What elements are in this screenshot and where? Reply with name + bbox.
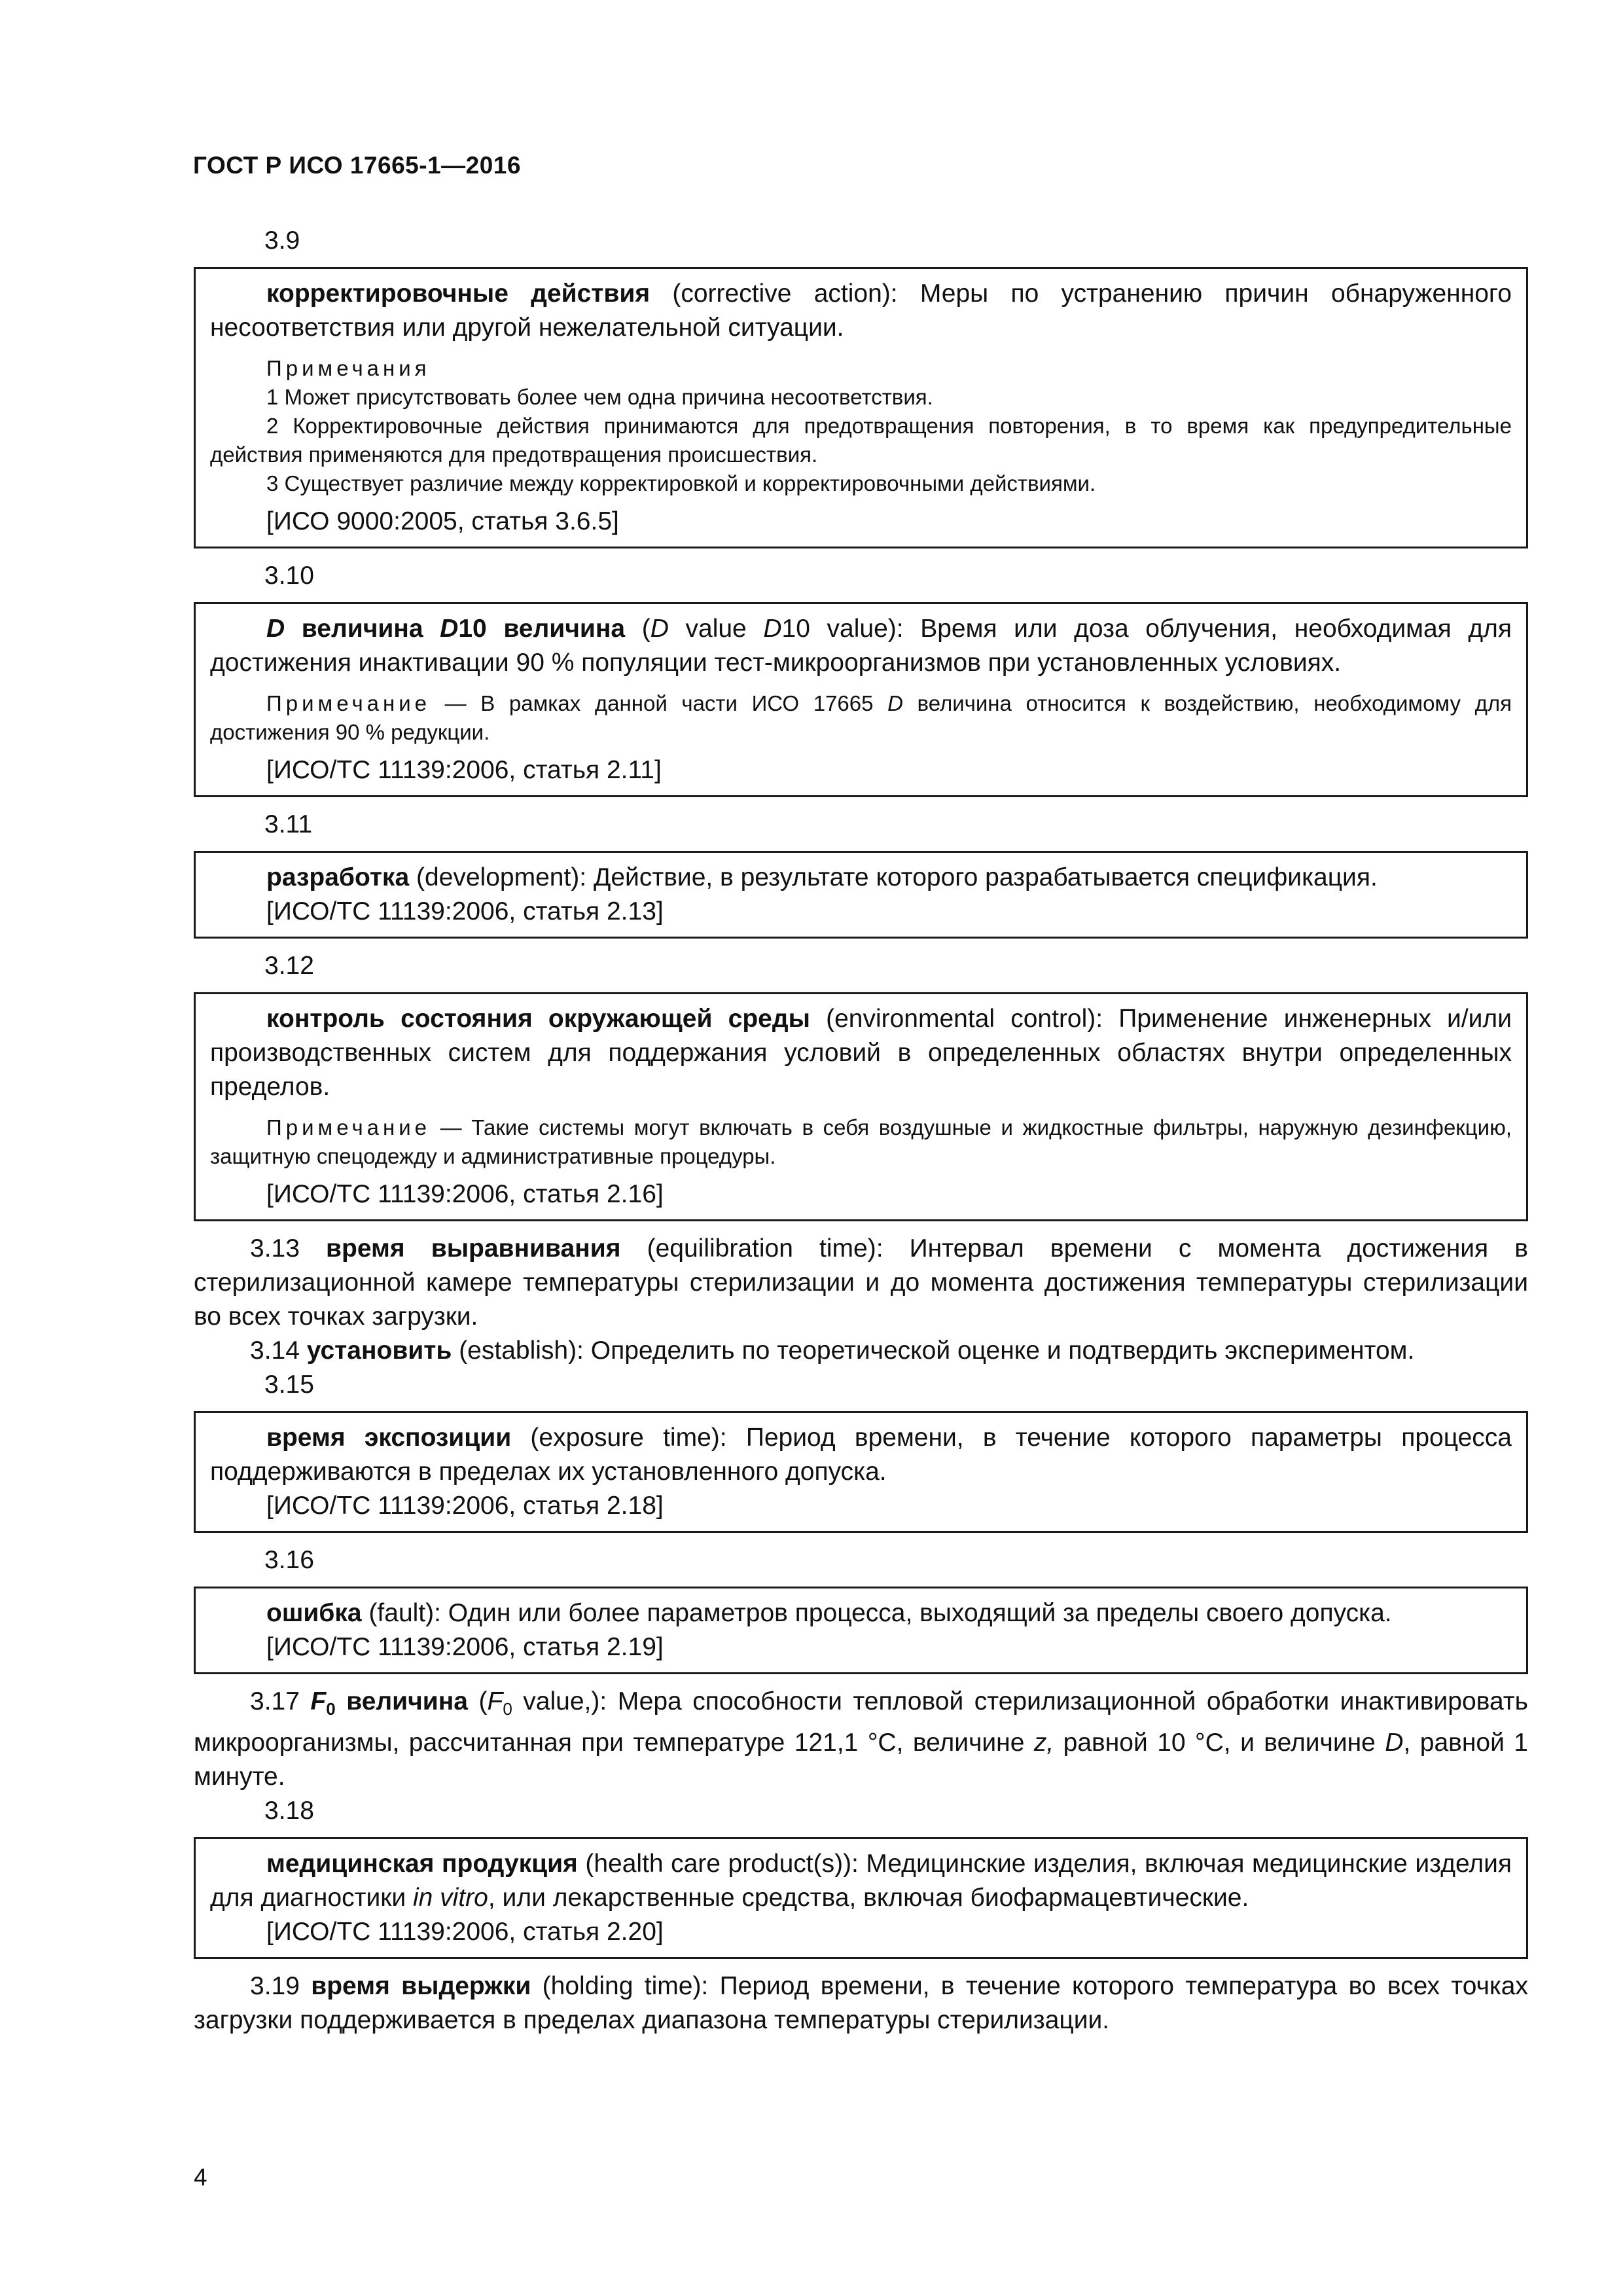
term: время выдержки bbox=[311, 1972, 531, 2000]
definition-body: (exposure time): Период времени, в течение которого параметры процесса поддерживаются в пределах их установленного допуска. bbox=[210, 1424, 1512, 1486]
definition-box-3-12 bbox=[194, 992, 1528, 1221]
note bbox=[210, 689, 1512, 747]
definition-body: (health care product(s)): Медицинские изделия, включая медицинские изделия для диагностики bbox=[210, 1850, 1512, 1912]
latin-phrase: in vitro bbox=[412, 1884, 488, 1912]
definition-box-3-10 bbox=[194, 602, 1528, 797]
term-symbol: D bbox=[440, 615, 459, 643]
clause-number-3-15: 3.15 bbox=[264, 1371, 314, 1399]
definition-box-3-18 bbox=[194, 1837, 1528, 1959]
clause-3-13 bbox=[194, 1232, 1528, 1334]
term-symbol: F bbox=[310, 1687, 327, 1715]
notes-heading: Примечания bbox=[266, 356, 431, 380]
definition-text bbox=[210, 1596, 1512, 1630]
note-3: 3 Существует различие между корректировкой и корректировочными действиями. bbox=[266, 471, 1096, 495]
reference: [ИСО 9000:2005, статья 3.6.5] bbox=[266, 507, 619, 535]
symbol: F bbox=[487, 1687, 503, 1715]
note-text: величина относится к воздействию, необходимому для достижения 90 % редукции. bbox=[210, 691, 1512, 744]
clause-number: 3.13 bbox=[250, 1234, 300, 1263]
clause-3-19 bbox=[194, 1969, 1528, 2037]
reference: [ИСО/ТС 11139:2006, статья 2.18] bbox=[266, 1492, 664, 1520]
definition-body: (equilibration time): Интервал времени с момента достижения в стерилизационной камере температуры стерилизации и до момента достижения температуры стерилизации во всех точках загрузки. bbox=[194, 1234, 1528, 1331]
symbol: D bbox=[763, 615, 782, 643]
note-text: — В рамках данной части ИСО 17665 bbox=[431, 691, 888, 715]
page-number: 4 bbox=[194, 2164, 207, 2191]
clause-3-14 bbox=[194, 1334, 1528, 1368]
reference: [ИСО/ТС 11139:2006, статья 2.11] bbox=[266, 756, 662, 784]
reference: [ИСО/ТС 11139:2006, статья 2.19] bbox=[266, 1633, 664, 1661]
definition-box-3-11 bbox=[194, 851, 1528, 939]
clause-3-17 bbox=[194, 1685, 1528, 1794]
note-label: Примечание bbox=[266, 1115, 431, 1139]
note bbox=[210, 1113, 1512, 1171]
definition-text bbox=[210, 1421, 1512, 1489]
definition-body: value bbox=[668, 615, 764, 643]
definition-body: (environmental control): Применение инженерных и/или производственных систем для поддержания условий в определенных областях внутри определенных пределов. bbox=[210, 1005, 1512, 1101]
definition-box-3-9 bbox=[194, 267, 1528, 548]
definition-body: ( bbox=[468, 1687, 488, 1715]
definition-body: равной 10 °С, и величине bbox=[1054, 1729, 1385, 1757]
term: время выравнивания bbox=[326, 1234, 621, 1263]
definition-body: (holding time): Период времени, в течение которого температура во всех точках загрузки поддерживается в пределах диапазона температуры стерилизации. bbox=[194, 1972, 1528, 2034]
note-1: 1 Может присутствовать более чем одна причина несоответствия. bbox=[266, 385, 933, 409]
definition-box-3-16 bbox=[194, 1587, 1528, 1674]
symbol: D bbox=[887, 691, 903, 715]
symbol: D bbox=[1385, 1729, 1404, 1757]
term: время экспозиции bbox=[266, 1424, 512, 1452]
clause-number: 3.14 bbox=[250, 1336, 300, 1365]
definition-body: (corrective action): Меры по устранению причин обнаруженного несоответствия или другой нежелательной ситуации. bbox=[210, 279, 1512, 342]
definition-box-3-15 bbox=[194, 1411, 1528, 1533]
clause-number-3-18: 3.18 bbox=[264, 1797, 314, 1825]
symbol: z, bbox=[1033, 1729, 1054, 1757]
clause-number: 3.19 bbox=[250, 1972, 300, 2000]
reference: [ИСО/ТС 11139:2006, статья 2.16] bbox=[266, 1180, 664, 1208]
definition-body: ( bbox=[625, 615, 651, 643]
definition-body: (establish): Определить по теоретической оценке и подтвердить экспериментом. bbox=[452, 1336, 1415, 1365]
definition-text bbox=[210, 861, 1512, 895]
definition-body: 10 value): Время или доза облучения, необходимая для достижения инактивации 90 % популяции тест-микроорганизмов при установленных условиях. bbox=[210, 615, 1512, 677]
term-symbol: D bbox=[266, 615, 285, 643]
term: медицинская продукция bbox=[266, 1850, 578, 1878]
term: ошибка bbox=[266, 1599, 362, 1627]
note-label: Примечание bbox=[266, 691, 431, 715]
term: 10 величина bbox=[458, 615, 626, 643]
term: величина bbox=[335, 1687, 468, 1715]
clause-number-3-10: 3.10 bbox=[264, 562, 314, 590]
document-header: ГОСТ Р ИСО 17665-1—2016 bbox=[193, 152, 521, 179]
clause-number-3-16: 3.16 bbox=[264, 1546, 314, 1574]
definition-body: , равной 1 минуте. bbox=[194, 1729, 1528, 1791]
reference: [ИСО/ТС 11139:2006, статья 2.20] bbox=[266, 1918, 664, 1946]
term-subscript: 0 bbox=[326, 1699, 336, 1719]
reference: [ИСО/ТС 11139:2006, статья 2.13] bbox=[266, 897, 664, 925]
page-body bbox=[194, 224, 1528, 2037]
definition-body: , или лекарственные средства, включая биофармацевтические. bbox=[488, 1884, 1249, 1912]
clause-number: 3.17 bbox=[250, 1687, 300, 1715]
term: разработка bbox=[266, 863, 410, 891]
definition-body: (fault): Один или более параметров процесса, выходящий за пределы своего допуска. bbox=[361, 1599, 1392, 1627]
term: величина bbox=[285, 615, 440, 643]
clause-number-3-11: 3.11 bbox=[264, 810, 313, 838]
note-text: — Такие системы могут включать в себя воздушные и жидкостные фильтры, наружную дезинфекцию, защитную спецодежду и административные процедуры. bbox=[210, 1115, 1512, 1168]
clause-number-3-9: 3.9 bbox=[264, 226, 300, 255]
definition-body: value,): Мера способности тепловой стерилизационной обработки инактивировать микроорганизмы, рассчитанная при температуре 121,1 °С, величине bbox=[194, 1687, 1528, 1757]
definition-text bbox=[210, 612, 1512, 680]
term: корректировочные действия bbox=[266, 279, 651, 308]
definition-body: (development): Действие, в результате которого разрабатывается спецификация. bbox=[409, 863, 1378, 891]
clause-number-3-12: 3.12 bbox=[264, 952, 314, 980]
definition-text bbox=[210, 1847, 1512, 1915]
term: контроль состояния окружающей среды bbox=[266, 1005, 810, 1033]
note-2: 2 Корректировочные действия принимаются для предотвращения повторения, в то время как предупредительные действия применяются для предотвращения происшествия. bbox=[210, 414, 1512, 467]
subscript: 0 bbox=[503, 1699, 512, 1719]
definition-text bbox=[210, 1002, 1512, 1104]
term: установить bbox=[306, 1336, 452, 1365]
definition-text bbox=[210, 277, 1512, 345]
symbol: D bbox=[650, 615, 669, 643]
